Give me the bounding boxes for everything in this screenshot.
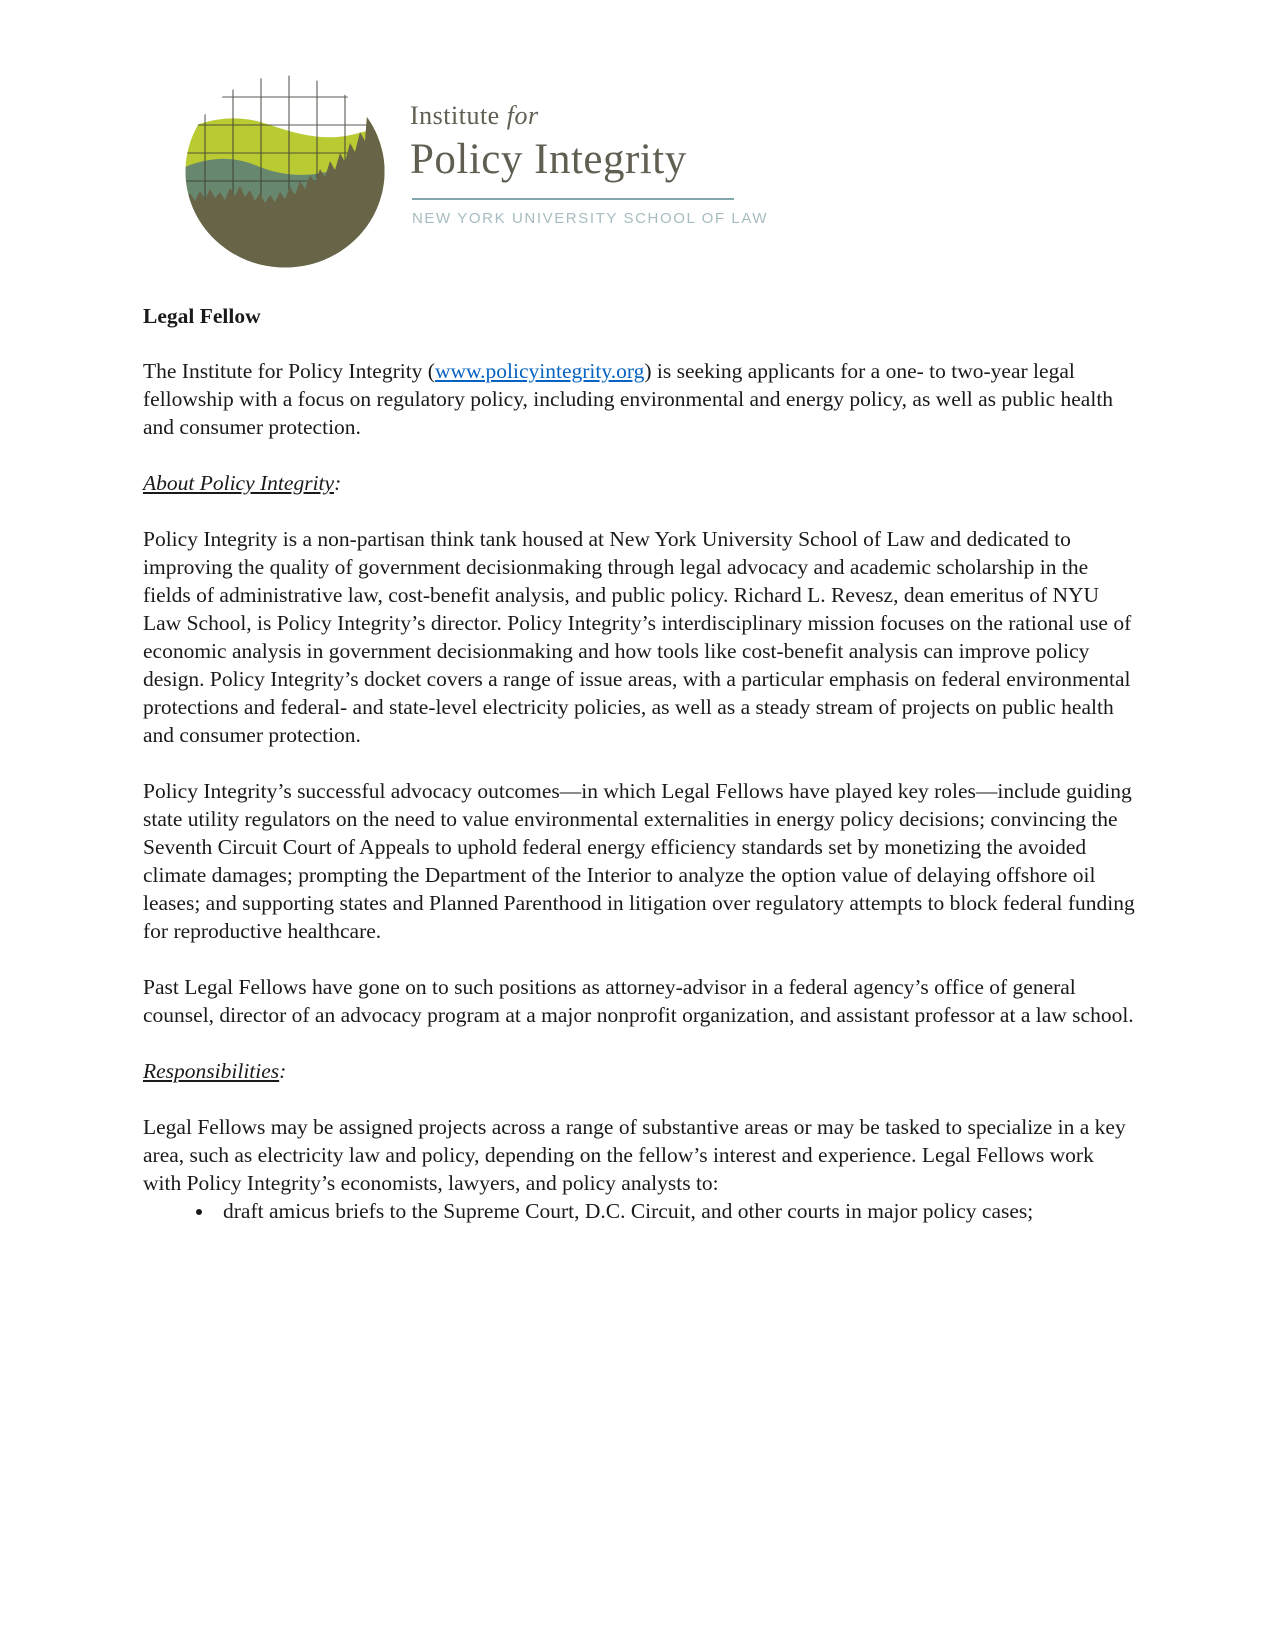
org-name-main: Policy Integrity xyxy=(410,136,687,183)
org-name-for: for xyxy=(506,101,539,130)
section-heading-responsibilities: Responsibilities: xyxy=(143,1059,287,1083)
org-wordmark xyxy=(410,75,768,227)
document-body xyxy=(143,304,1137,1225)
org-name-institute: Institute xyxy=(410,101,500,130)
org-tagline: NEW YORK UNIVERSITY SCHOOL OF LAW xyxy=(412,210,769,227)
responsibilities-list xyxy=(215,1197,1137,1225)
globe-grid-logo-icon xyxy=(185,75,385,268)
list-item: • draft amicus briefs to the Supreme Court, D.C. Circuit, and other courts in major policy cases; xyxy=(215,1197,1137,1225)
policy-integrity-link[interactable]: www.policyintegrity.org xyxy=(434,359,645,383)
intro-text-after-link: ) is seeking applicants for a one- to two-year legal fellowship with a focus on regulatory policy, including environmental and energy policy, as well as public health and consumer protection. xyxy=(143,359,1114,439)
responsibilities-lead-paragraph: Legal Fellows may be assigned projects across a range of substantive areas or may be tasked to specialize in a key area, such as electricity law and policy, depending on the fellow’s interest and experience. Legal Fellows work with Policy Integrity’s economists, lawyers, and policy analysts to: xyxy=(143,1115,1126,1195)
logo-divider xyxy=(412,198,734,200)
job-title: Legal Fellow xyxy=(143,304,261,328)
about-paragraph-1: Policy Integrity is a non-partisan think tank housed at New York University School of Law and dedicated to improving the quality of government decisionmaking through legal advocacy and academic scholarship in the fields of administrative law, cost-benefit analysis, and public policy. Richard L. Revesz, dean emeritus of NYU Law School, is Policy Integrity’s director. Policy Integrity’s interdisciplinary mission focuses on the rational use of economic analysis in government decisionmaking and how tools like cost-benefit analysis can improve policy design. Policy Integrity’s docket covers a range of issue areas, with a particular emphasis on federal environmental protections and federal- and state-level electricity policies, as well as a steady stream of projects on public health and consumer protection. xyxy=(143,527,1132,747)
intro-paragraph xyxy=(143,357,1137,441)
about-paragraph-3: Past Legal Fellows have gone on to such positions as attorney-advisor in a federal agency’s office of general counsel, director of an advocacy program at a major nonprofit organization, and assistant professor at a law school. xyxy=(143,975,1134,1027)
org-name-top xyxy=(410,101,768,131)
about-paragraph-2: Policy Integrity’s successful advocacy outcomes—in which Legal Fellows have played key roles—include guiding state utility regulators on the need to value environmental externalities in energy policy decisions; convincing the Seventh Circuit Court of Appeals to uphold federal energy efficiency standards set by monetizing the avoided climate damages; prompting the Department of the Interior to analyze the option value of delaying offshore oil leases; and supporting states and Planned Parenthood in litigation over regulatory attempts to block federal funding for reproductive healthcare. xyxy=(143,779,1135,943)
org-logo xyxy=(143,75,1135,268)
section-heading-about: About Policy Integrity: xyxy=(143,471,342,495)
intro-text-before-link: The Institute for Policy Integrity ( xyxy=(143,359,435,383)
